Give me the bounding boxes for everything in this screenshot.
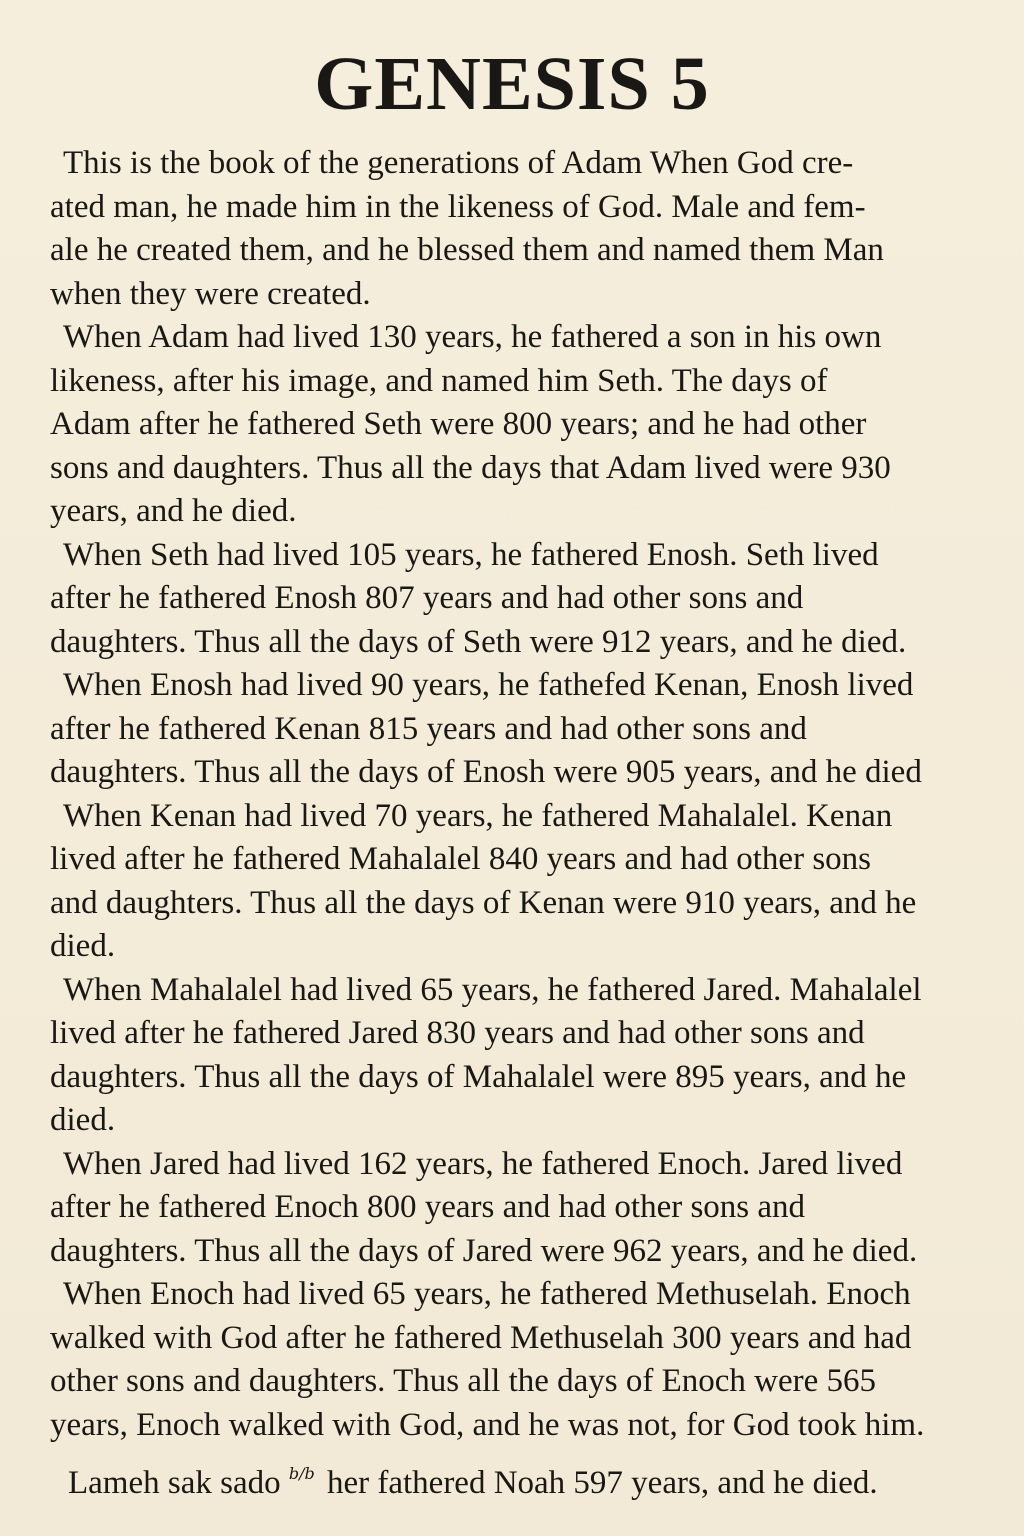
paragraph: [50, 969, 1024, 1143]
paragraph: [50, 534, 1024, 665]
final-line-start: Lameh sak sado: [68, 1465, 281, 1501]
text-line: When Enosh had lived 90 years, he fathefed Kenan, Enosh lived: [63, 667, 914, 703]
final-line-end: her fathered Noah 597 years, and he died.: [326, 1465, 878, 1501]
text-line: This is the book of the generations of Adam When God cre-: [63, 145, 854, 181]
paragraph: [50, 664, 1024, 795]
text-line: When Mahalalel had lived 65 years, he fathered Jared. Mahalalel: [63, 971, 922, 1008]
text-line: lived after he fathered Mahalalel 840 years and had other sons: [50, 841, 872, 877]
text-line: When Adam had lived 130 years, he fathered a son in his own: [63, 319, 882, 355]
text-line: died.: [50, 1102, 116, 1138]
text-line: when they were created.: [50, 275, 371, 312]
text-line: daughters. Thus all the days of Mahalalel were 895 years, and he: [50, 1058, 907, 1095]
handwritten-mark: b/b: [288, 1464, 315, 1483]
paragraph: [50, 316, 1024, 534]
text-line: years, and he died.: [50, 493, 297, 529]
text-line: daughters. Thus all the days of Seth were 912 years, and he died.: [50, 623, 907, 660]
text-line: after he fathered Kenan 815 years and had other sons and: [50, 710, 807, 747]
text-line: When Jared had lived 162 years, he fathered Enoch. Jared lived: [63, 1145, 903, 1182]
paragraph: [50, 1143, 1024, 1274]
page-title: GENESIS 5: [314, 42, 710, 126]
text-line: ated man, he made him in the likeness of God. Male and fem-: [50, 188, 866, 225]
text-line: died.: [50, 928, 116, 964]
text-line: Adam after he fathered Seth were 800 years; and he had other: [50, 406, 867, 442]
text-line: lived after he fathered Jared 830 years and had other sons and: [50, 1015, 865, 1051]
text-line: after he fathered Enoch 800 years and had other sons and: [50, 1189, 806, 1225]
text-line: daughters. Thus all the days of Jared were 962 years, and he died.: [50, 1232, 918, 1269]
text-line: years, Enoch walked with God, and he was not, for God took him.: [50, 1406, 925, 1443]
text-line: sons and daughters. Thus all the days that Adam lived were 930: [50, 449, 891, 486]
text-line: When Enoch had lived 65 years, he fathered Methuselah. Enoch: [63, 1276, 911, 1312]
paragraph: [50, 142, 1024, 316]
text-line: When Kenan had lived 70 years, he fathered Mahalalel. Kenan: [63, 797, 893, 834]
paragraph: [50, 795, 1024, 969]
text-line: walked with God after he fathered Methuselah 300 years and had: [50, 1319, 912, 1356]
text-line: other sons and daughters. Thus all the days of Enoch were 565: [50, 1363, 877, 1399]
text-line: and daughters. Thus all the days of Kenan were 910 years, and he: [50, 884, 917, 921]
text-body: [50, 142, 1024, 1447]
text-line: daughters. Thus all the days of Enosh were 905 years, and he died: [50, 754, 922, 790]
text-line: after he fathered Enosh 807 years and had other sons and: [50, 580, 804, 616]
text-line: likeness, after his image, and named him Seth. The days of: [50, 362, 828, 399]
text-line: ale he created them, and he blessed them and named them Man: [50, 232, 884, 268]
final-line: [68, 1462, 878, 1510]
paragraph: [50, 1273, 1024, 1447]
text-line: When Seth had lived 105 years, he fathered Enosh. Seth lived: [63, 536, 879, 573]
